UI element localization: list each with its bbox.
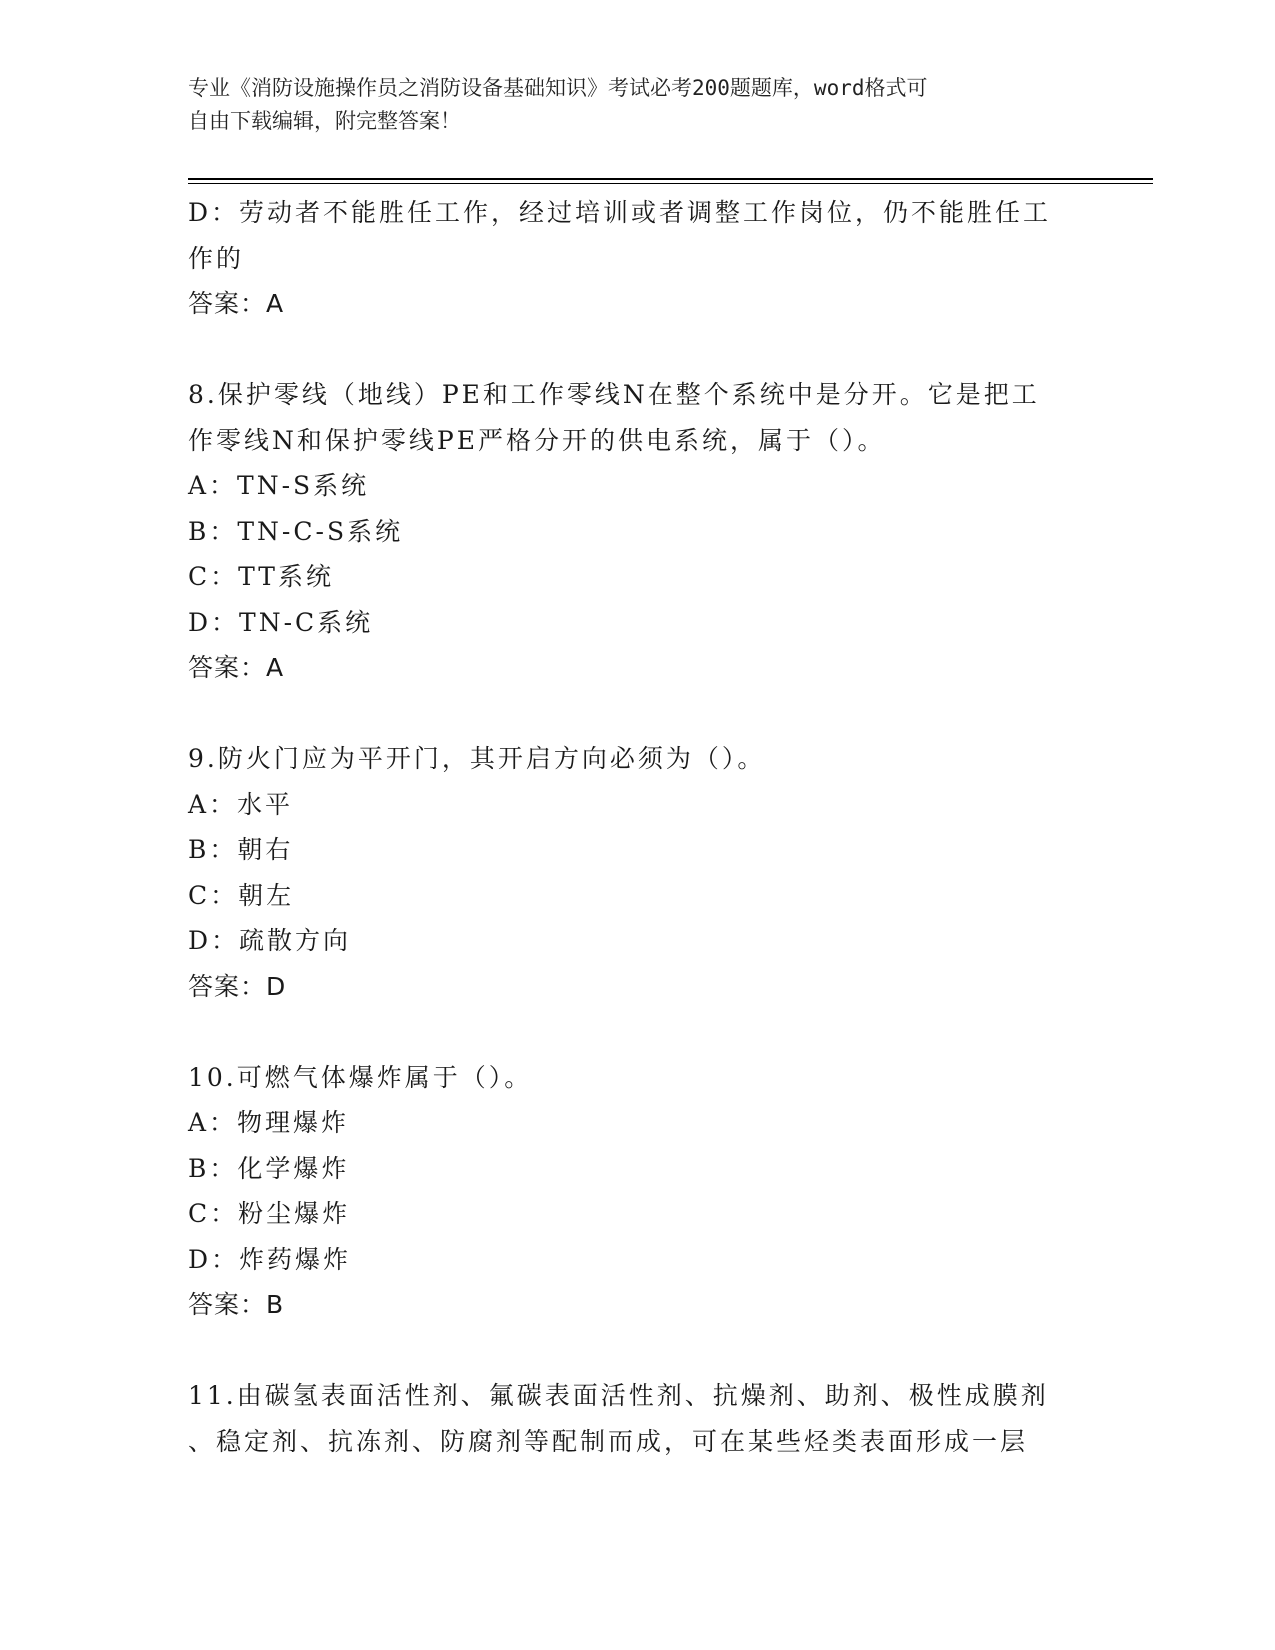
spacer — [188, 1328, 1088, 1374]
question-11-stem-line-1: 11.由碳氢表面活性剂、氟碳表面活性剂、抗燥剂、助剂、极性成膜剂 — [188, 1381, 1049, 1410]
spacer — [188, 327, 1088, 373]
answer-line: 答案：A — [188, 289, 285, 318]
question-9-option-a: A：水平 — [188, 789, 294, 819]
question-9-option-d: D：疏散方向 — [188, 926, 352, 955]
question-9-stem-line-1: 9.防火门应为平开门，其开启方向必须为（）。 — [188, 744, 766, 773]
question-10-stem-line-1: 10.可燃气体爆炸属于（）。 — [188, 1062, 533, 1092]
option-d-line-2: 作的 — [188, 243, 245, 273]
question-9-answer: 答案：D — [188, 971, 287, 1001]
question-10-option-b: B：化学爆炸 — [188, 1153, 350, 1183]
spacer — [188, 691, 1088, 737]
question-8-stem-line-1: 8.保护零线（地线）PE和工作零线N在整个系统中是分开。它是把工 — [188, 380, 1040, 409]
question-10-option-c: C：粉尘爆炸 — [188, 1199, 351, 1228]
question-11-stem-line-2: 、稳定剂、抗冻剂、防腐剂等配制而成，可在某些烃类表面形成一层 — [188, 1426, 1029, 1456]
question-10-answer: 答案：B — [188, 1290, 285, 1319]
question-9-option-c: C：朝左 — [188, 880, 295, 910]
document-body — [188, 190, 1088, 1464]
header-line-1: 专业《消防设施操作员之消防设备基础知识》考试必考200题题库，word格式可 — [188, 76, 928, 100]
question-8-stem-line-2: 作零线N和保护零线PE严格分开的供电系统，属于（）。 — [188, 425, 886, 455]
question-10-option-a: A：物理爆炸 — [188, 1108, 350, 1137]
question-8-option-c: C：TT系统 — [188, 562, 334, 591]
question-9-option-b: B：朝右 — [188, 835, 294, 864]
header-line-2: 自由下载编辑，附完整答案！ — [188, 109, 461, 133]
spacer — [188, 1009, 1088, 1055]
option-d-line-1: D：劳动者不能胜任工作，经过培训或者调整工作岗位，仍不能胜任工 — [188, 198, 1052, 227]
document-header — [188, 72, 1068, 138]
question-8-option-a: A：TN-S系统 — [188, 471, 370, 500]
question-8-answer: 答案：A — [188, 653, 285, 682]
header-divider-thin — [188, 183, 1153, 184]
question-8-option-b: B：TN-C-S系统 — [188, 516, 404, 546]
question-10-option-d: D：炸药爆炸 — [188, 1244, 352, 1274]
header-divider-thick — [188, 178, 1153, 180]
question-8-option-d: D：TN-C系统 — [188, 607, 374, 637]
